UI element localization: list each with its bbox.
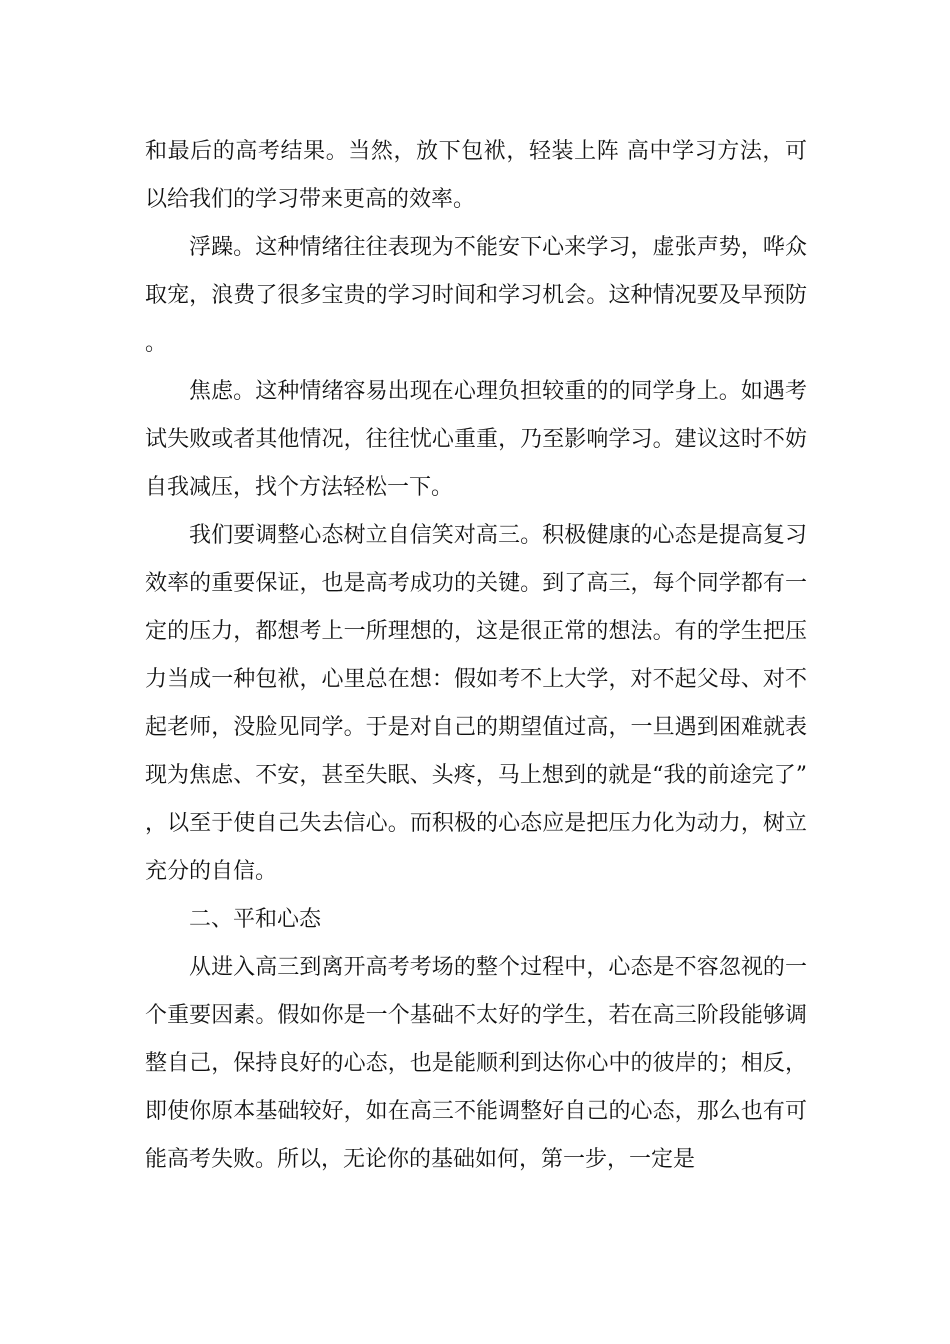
paragraph-continuation: 和最后的高考结果。当然，放下包袱，轻装上阵 高中学习方法，可以给我们的学习带来更高的效率。 <box>145 139 807 212</box>
paragraph-calm-mindset: 从进入高三到离开高考考场的整个过程中，心态是不容忽视的一个重要因素。假如你是一个基础不太好的学生，若在高三阶段能够调整自己，保持良好的心态，也是能顺利到达你心中的彼岸的；相反，即使你原本基础较好，如在高三不能调整好自己的心态，那么也有可能高考失败。所以，无论你的基础如何，第一步，一定是 <box>145 955 807 1172</box>
paragraph-confidence: 我们要调整心态树立自信笑对高三。积极健康的心态是提高复习效率的重要保证，也是高考成功的关键。到了高三，每个同学都有一定的压力，都想考上一所理想的，这是很正常的想法。有的学生把压力当成一种包袱，心里总在想：假如考不上大学，对不起父母、对不起老师，没脸见同学。于是对自己的期望值过高，一旦遇到困难就表现为焦虑、不安，甚至失眠、头疼，马上想到的就是“我的前途完了”，以至于使自己失去信心。而积极的心态应是把压力化为动力，树立充分的自信。 <box>145 523 807 884</box>
document-body <box>145 128 807 1184</box>
paragraph-jiaolv: 焦虑。这种情绪容易出现在心理负担较重的的同学身上。如遇考试失败或者其他情况，往往忧心重重，乃至影响学习。建议这时不妨自我减压，找个方法轻松一下。 <box>145 379 807 500</box>
paragraph-fuzao: 浮躁。这种情绪往往表现为不能安下心来学习，虚张声势，哗众取宠，浪费了很多宝贵的学习时间和学习机会。这种情况要及早预防。 <box>145 235 807 356</box>
section-heading: 二、平和心态 <box>189 907 322 932</box>
